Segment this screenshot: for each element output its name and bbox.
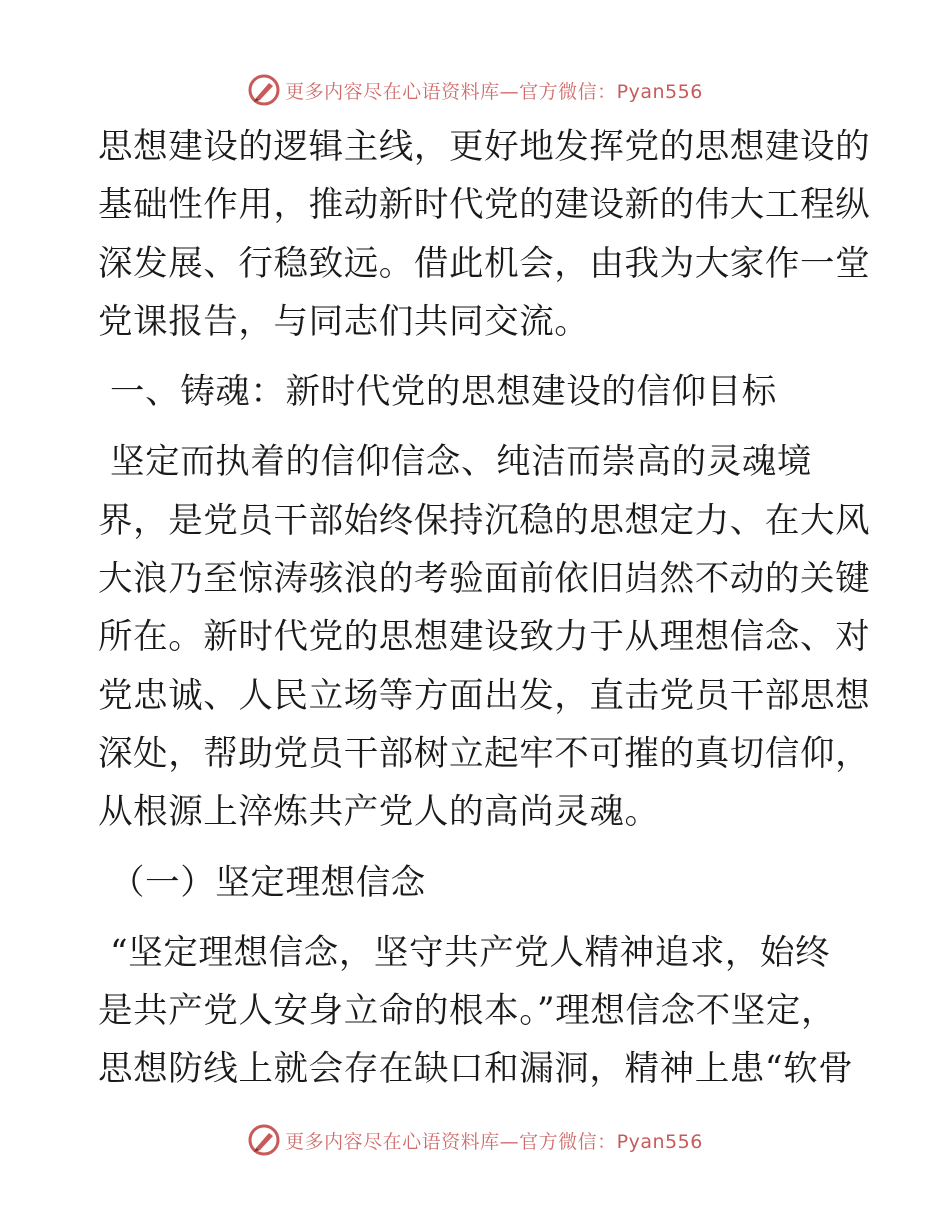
body-line: “坚定理想信念，坚守共产党人精神追求，始终 [110, 932, 831, 973]
pen-logo-icon [247, 73, 281, 107]
pen-logo-icon [247, 1123, 281, 1157]
body-line: 大浪乃至惊涛骇浪的考验面前依旧岿然不动的关键 [98, 559, 871, 600]
body-line: 基础性作用，推动新时代党的建设新的伟大工程纵 [98, 185, 871, 226]
body-line: 深处，帮助党员干部树立起牢不可摧的真切信仰， [98, 733, 871, 774]
subsection-heading: （一）坚定理想信念 [110, 862, 426, 903]
document-body [98, 118, 871, 1099]
watermark-text: 更多内容尽在心语资料库—官方微信：Pyan556 [285, 1130, 703, 1153]
body-line: 从根源上淬炼共产党人的高尚灵魂。 [98, 792, 660, 833]
footer-watermark [0, 1120, 950, 1160]
body-line: 深发展、行稳致远。借此机会，由我为大家作一堂 [98, 243, 871, 284]
body-line: 是共产党人安身立命的根本。”理想信念不坚定， [98, 991, 837, 1032]
body-line: 所在。新时代党的思想建设致力于从理想信念、对 [98, 617, 871, 658]
watermark-text: 更多内容尽在心语资料库—官方微信：Pyan556 [285, 80, 703, 103]
body-line: 党忠诚、人民立场等方面出发，直击党员干部思想 [98, 675, 871, 716]
body-line: 界，是党员干部始终保持沉稳的思想定力、在大风 [98, 500, 871, 541]
body-line: 思想建设的逻辑主线，更好地发挥党的思想建设的 [98, 127, 871, 167]
section-heading: 一、铸魂：新时代党的思想建设的信仰目标 [110, 372, 777, 413]
body-line: 党课报告，与同志们共同交流。 [98, 301, 590, 342]
header-watermark [0, 70, 950, 110]
body-line: 坚定而执着的信仰信念、纯洁而崇高的灵魂境 [110, 442, 812, 483]
body-line: 思想防线上就会存在缺口和漏洞，精神上患“软骨 [98, 1049, 854, 1090]
